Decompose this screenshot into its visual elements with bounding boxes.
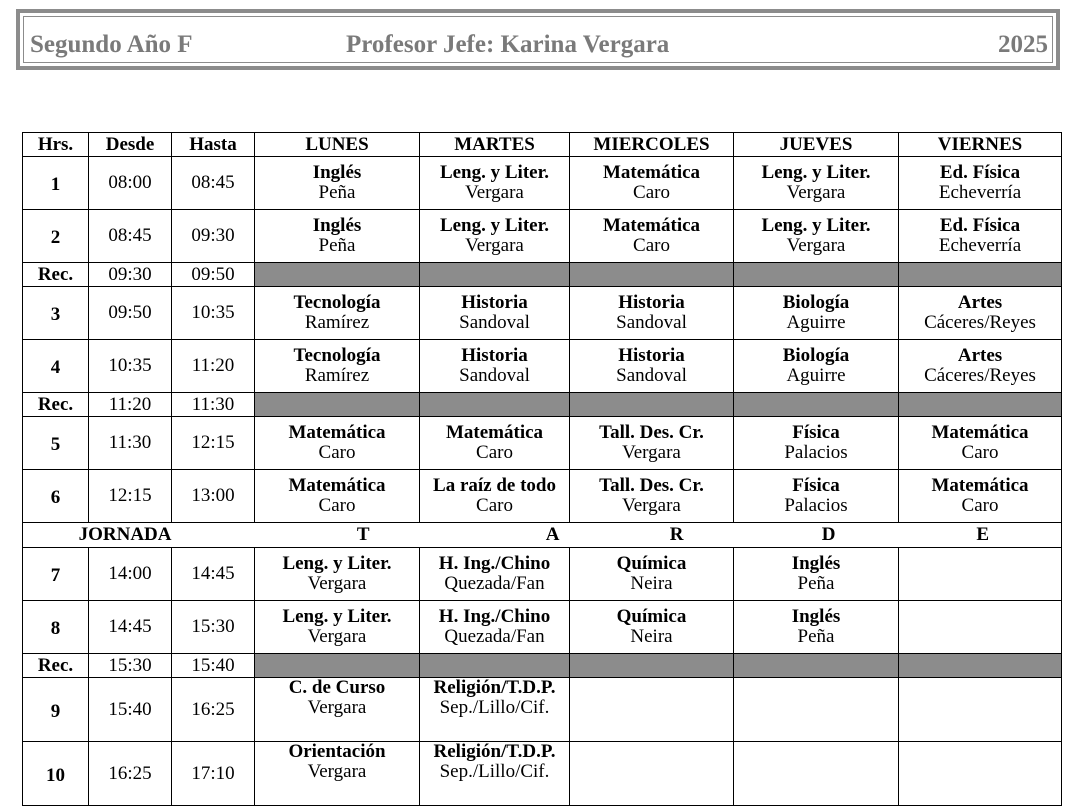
class-cell — [734, 340, 899, 393]
period-number: 6 — [23, 470, 89, 523]
recess-cell — [255, 654, 420, 678]
recess-cell — [899, 654, 1062, 678]
class-cell — [734, 470, 899, 523]
subject-name: La raíz de todo — [433, 475, 556, 496]
recess-row — [23, 263, 1062, 287]
period-row — [23, 210, 1062, 263]
subject-name: Matemática — [602, 215, 701, 236]
teacher-name: Caro — [961, 495, 999, 516]
teacher-name: Caro — [633, 235, 670, 256]
subject-name: Historia — [618, 292, 685, 313]
class-cell — [899, 678, 1062, 742]
class-cell — [570, 678, 734, 742]
teacher-name: Caro — [476, 495, 513, 516]
teacher-name: Sandoval — [616, 365, 687, 386]
subject-name: Inglés — [791, 606, 841, 627]
subject-name: Tecnología — [293, 292, 381, 313]
period-number: 1 — [23, 157, 89, 210]
subject-name: Inglés — [312, 162, 362, 183]
subject-name: Inglés — [312, 215, 362, 236]
time-hasta: 09:50 — [172, 263, 255, 287]
period-row — [23, 417, 1062, 470]
class-cell — [899, 157, 1062, 210]
class-cell — [420, 210, 570, 263]
subject-name: Religión/T.D.P. — [433, 677, 556, 698]
class-cell — [255, 417, 420, 470]
class-cell — [255, 287, 420, 340]
jornada-tarde-row — [23, 523, 1062, 548]
period-number: 4 — [23, 340, 89, 393]
period-number: 7 — [23, 548, 89, 601]
teacher-name: Neira — [630, 573, 673, 594]
period-number: 10 — [23, 742, 89, 806]
subject-name: Tecnología — [293, 345, 381, 366]
teacher-name: Echeverría — [938, 182, 1022, 203]
time-desde: 15:40 — [89, 678, 172, 742]
time-desde: 16:25 — [89, 742, 172, 806]
recess-cell — [420, 263, 570, 287]
subject-name: Física — [792, 475, 840, 496]
time-hasta: 15:40 — [172, 654, 255, 678]
teacher-name: Sandoval — [459, 312, 530, 333]
teacher-name: Caro — [318, 495, 356, 516]
teacher-name: Ramírez — [304, 312, 370, 333]
time-hasta: 16:25 — [172, 678, 255, 742]
subject-name: Leng. y Liter. — [282, 606, 392, 627]
class-cell — [255, 340, 420, 393]
col-hasta: Hasta — [172, 133, 255, 157]
subject-name: Leng. y Liter. — [282, 553, 392, 574]
teacher-name: Aguirre — [786, 312, 846, 333]
subject-name: Tall. Des. Cr. — [599, 475, 704, 496]
subject-name: Religión/T.D.P. — [433, 741, 556, 762]
jornada-label: E — [899, 523, 1062, 548]
class-cell — [255, 601, 420, 654]
subject-name: Tall. Des. Cr. — [599, 422, 704, 443]
recess-cell — [734, 263, 899, 287]
class-schedule-table — [22, 132, 1062, 806]
class-cell — [255, 210, 420, 263]
teacher-name: Aguirre — [786, 365, 846, 386]
class-cell — [570, 417, 734, 470]
subject-name: Biología — [782, 345, 850, 366]
class-cell — [570, 287, 734, 340]
jornada-label: T — [172, 523, 420, 548]
class-cell — [420, 417, 570, 470]
teacher-name: Sep./Lillo/Cif. — [439, 697, 550, 718]
period-row — [23, 678, 1062, 742]
class-cell — [734, 417, 899, 470]
subject-name: Matemática — [288, 422, 386, 443]
class-cell — [570, 340, 734, 393]
subject-name: Leng. y Liter. — [439, 162, 550, 183]
subject-name: H. Ing./Chino — [438, 553, 551, 574]
teacher-name: Vergara — [307, 573, 367, 594]
period-row — [23, 157, 1062, 210]
teacher-name: Caro — [476, 442, 513, 463]
time-hasta: 13:00 — [172, 470, 255, 523]
col-miercoles: MIERCOLES — [570, 133, 734, 157]
time-hasta: 15:30 — [172, 601, 255, 654]
class-cell — [420, 157, 570, 210]
school-year: 2025 — [998, 31, 1048, 58]
teacher-name: Caro — [318, 442, 356, 463]
subject-name: Biología — [782, 292, 850, 313]
subject-name: Matemática — [931, 475, 1029, 496]
subject-name: Ed. Física — [939, 215, 1021, 236]
subject-name: C. de Curso — [288, 677, 386, 698]
teacher-name: Peña — [797, 573, 835, 594]
period-row — [23, 548, 1062, 601]
recess-cell — [255, 393, 420, 417]
jornada-label: JORNADA — [23, 523, 172, 548]
subject-name: Historia — [461, 292, 528, 313]
col-martes: MARTES — [420, 133, 570, 157]
time-hasta: 08:45 — [172, 157, 255, 210]
time-desde: 08:45 — [89, 210, 172, 263]
col-hrs: Hrs. — [23, 133, 89, 157]
class-cell — [899, 548, 1062, 601]
class-cell — [420, 601, 570, 654]
teacher-name: Echeverría — [938, 235, 1022, 256]
subject-name: Leng. y Liter. — [439, 215, 550, 236]
head-teacher: Profesor Jefe: Karina Vergara — [346, 31, 670, 58]
teacher-name: Cáceres/Reyes — [924, 365, 1036, 386]
teacher-name: Peña — [318, 235, 356, 256]
class-cell — [570, 470, 734, 523]
subject-name: Historia — [461, 345, 528, 366]
subject-name: H. Ing./Chino — [438, 606, 551, 627]
time-hasta: 12:15 — [172, 417, 255, 470]
class-cell — [570, 548, 734, 601]
teacher-name: Vergara — [786, 182, 846, 203]
teacher-name: Vergara — [622, 442, 681, 463]
class-cell — [420, 548, 570, 601]
recess-cell — [899, 393, 1062, 417]
recess-cell — [899, 263, 1062, 287]
period-row — [23, 470, 1062, 523]
recess-cell — [570, 393, 734, 417]
subject-name: Historia — [618, 345, 685, 366]
col-jueves: JUEVES — [734, 133, 899, 157]
teacher-name: Caro — [961, 442, 999, 463]
class-cell — [255, 157, 420, 210]
class-cell — [255, 678, 420, 742]
subject-name: Matemática — [288, 475, 386, 496]
subject-name: Física — [792, 422, 840, 443]
teacher-name: Neira — [630, 626, 673, 647]
class-cell — [420, 340, 570, 393]
time-hasta: 14:45 — [172, 548, 255, 601]
time-desde: 08:00 — [89, 157, 172, 210]
time-desde: 09:50 — [89, 287, 172, 340]
teacher-name: Cáceres/Reyes — [924, 312, 1036, 333]
teacher-name: Ramírez — [304, 365, 370, 386]
period-number: 9 — [23, 678, 89, 742]
teacher-name: Peña — [318, 182, 356, 203]
period-number: Rec. — [23, 393, 89, 417]
recess-cell — [420, 393, 570, 417]
subject-name: Leng. y Liter. — [761, 162, 871, 183]
jornada-label: D — [734, 523, 899, 548]
class-cell — [899, 601, 1062, 654]
class-cell — [734, 548, 899, 601]
subject-name: Leng. y Liter. — [761, 215, 871, 236]
period-number: Rec. — [23, 263, 89, 287]
subject-name: Ed. Física — [939, 162, 1021, 183]
time-hasta: 11:20 — [172, 340, 255, 393]
teacher-name: Vergara — [622, 495, 681, 516]
class-cell — [899, 340, 1062, 393]
time-desde: 09:30 — [89, 263, 172, 287]
time-hasta: 11:30 — [172, 393, 255, 417]
period-row — [23, 340, 1062, 393]
time-desde: 12:15 — [89, 470, 172, 523]
recess-cell — [420, 654, 570, 678]
class-cell — [899, 417, 1062, 470]
time-desde: 11:30 — [89, 417, 172, 470]
period-number: 5 — [23, 417, 89, 470]
subject-name: Artes — [957, 345, 1003, 366]
period-number: 2 — [23, 210, 89, 263]
subject-name: Química — [616, 606, 687, 627]
class-cell — [255, 470, 420, 523]
teacher-name: Vergara — [465, 235, 524, 256]
period-number: 3 — [23, 287, 89, 340]
time-hasta: 09:30 — [172, 210, 255, 263]
teacher-name: Vergara — [465, 182, 524, 203]
teacher-name: Vergara — [307, 626, 367, 647]
recess-cell — [570, 654, 734, 678]
subject-name: Inglés — [791, 553, 841, 574]
recess-cell — [255, 263, 420, 287]
class-cell — [420, 470, 570, 523]
teacher-name: Caro — [633, 182, 670, 203]
class-cell — [734, 601, 899, 654]
recess-row — [23, 393, 1062, 417]
teacher-name: Peña — [797, 626, 835, 647]
schedule-body — [23, 157, 1062, 806]
subject-name: Artes — [957, 292, 1003, 313]
schedule-header — [16, 9, 1060, 70]
recess-cell — [734, 393, 899, 417]
jornada-label: A — [420, 523, 570, 548]
class-cell — [734, 210, 899, 263]
time-desde: 15:30 — [89, 654, 172, 678]
class-cell — [734, 157, 899, 210]
period-row — [23, 287, 1062, 340]
teacher-name: Sandoval — [616, 312, 687, 333]
class-cell — [734, 678, 899, 742]
jornada-label: R — [570, 523, 734, 548]
recess-cell — [570, 263, 734, 287]
col-desde: Desde — [89, 133, 172, 157]
course-name: Segundo Año F — [30, 31, 193, 58]
class-cell — [899, 287, 1062, 340]
period-number: Rec. — [23, 654, 89, 678]
col-viernes: VIERNES — [899, 133, 1062, 157]
teacher-name: Vergara — [307, 697, 367, 718]
time-desde: 10:35 — [89, 340, 172, 393]
col-lunes: LUNES — [255, 133, 420, 157]
class-cell — [734, 287, 899, 340]
subject-name: Química — [616, 553, 687, 574]
time-desde: 14:00 — [89, 548, 172, 601]
class-cell — [570, 157, 734, 210]
subject-name: Matemática — [445, 422, 544, 443]
class-cell — [420, 678, 570, 742]
class-cell — [255, 548, 420, 601]
period-row — [23, 601, 1062, 654]
teacher-name: Palacios — [784, 442, 848, 463]
class-cell — [899, 470, 1062, 523]
time-hasta: 10:35 — [172, 287, 255, 340]
subject-name: Matemática — [931, 422, 1029, 443]
time-desde: 14:45 — [89, 601, 172, 654]
teacher-name: Sandoval — [459, 365, 530, 386]
time-hasta: 17:10 — [172, 742, 255, 806]
period-number: 8 — [23, 601, 89, 654]
class-cell — [899, 210, 1062, 263]
teacher-name: Vergara — [786, 235, 846, 256]
teacher-name: Sep./Lillo/Cif. — [439, 761, 550, 782]
class-cell — [570, 601, 734, 654]
subject-name: Matemática — [602, 162, 701, 183]
teacher-name: Quezada/Fan — [444, 626, 545, 647]
time-desde: 11:20 — [89, 393, 172, 417]
class-cell — [420, 287, 570, 340]
recess-row — [23, 654, 1062, 678]
teacher-name: Palacios — [784, 495, 848, 516]
teacher-name: Quezada/Fan — [444, 573, 545, 594]
class-cell — [570, 210, 734, 263]
subject-name: Orientación — [288, 741, 386, 762]
teacher-name: Vergara — [307, 761, 367, 782]
header-row — [23, 133, 1062, 157]
recess-cell — [734, 654, 899, 678]
